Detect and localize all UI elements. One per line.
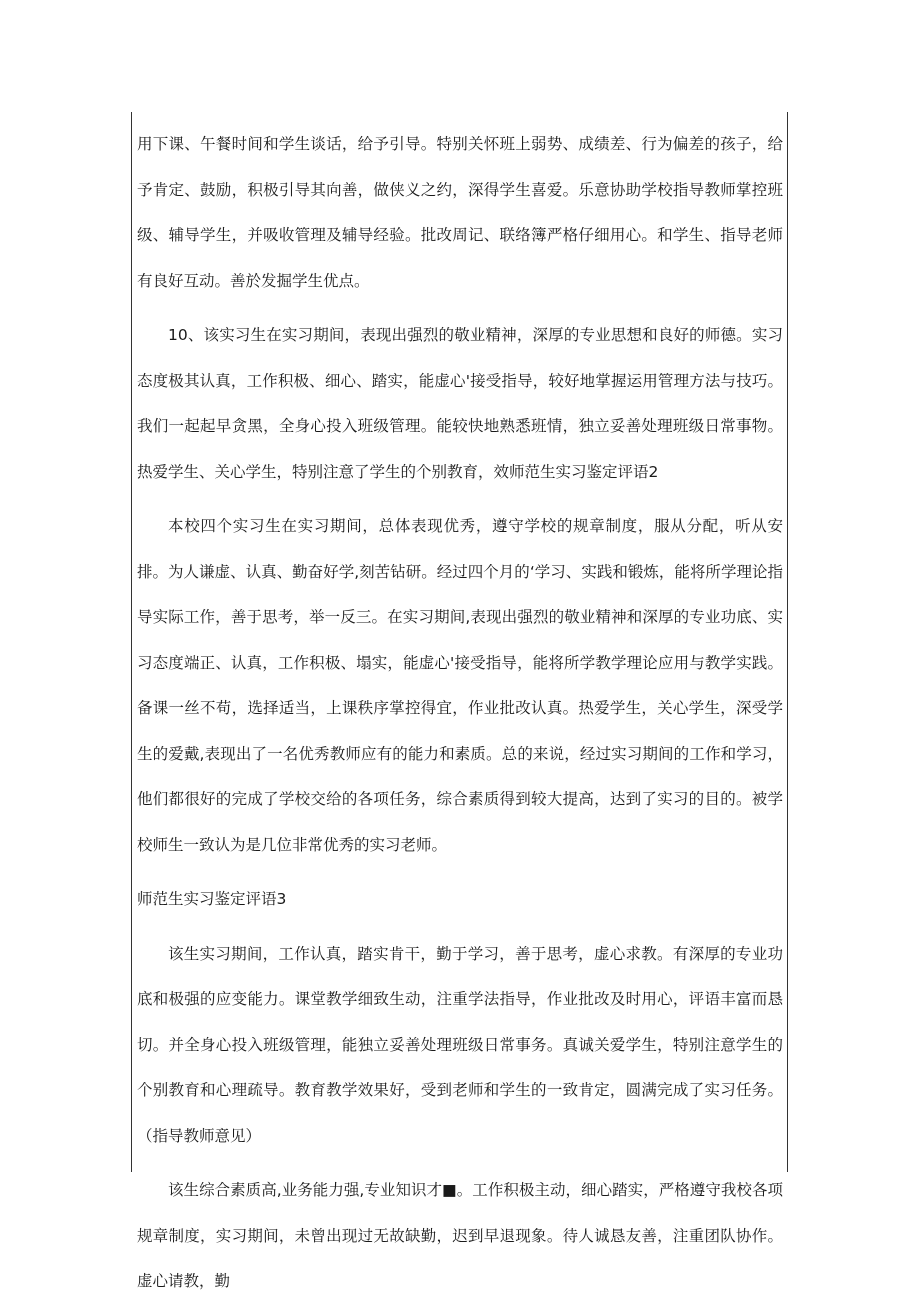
paragraph-item-10: 10、该实习生在实习期间，表现出强烈的敬业精神，深厚的专业思想和良好的师德。实习态度极其认真，工作积极、细心、踏实，能虚心'接受指导，较好地掌握运用管理方法与技巧。我们一起起早贪黑，全身心投入班级管理。能较快地熟悉班情，独立妥善处理班级日常事物。热爱学生、关心学生，特别注意了学生的个别教育，效师范生实习鉴定评语2 — [137, 326, 783, 481]
section-heading-evaluation-3: 师范生实习鉴定评语3 — [137, 890, 287, 908]
page-left-border — [131, 112, 132, 1172]
paragraph-evaluation-2: 本校四个实习生在实习期间，总体表现优秀，遵守学校的规章制度，服从分配，听从安排。为人谦虚、认真、勤奋好学,刻苦钻研。经过四个月的‘学习、实践和锻炼，能将所学理论指导实际工作，善于思考，举一反三。在实习期间,表现出强烈的敬业精神和深厚的专业功底、实习态度端正、认真，工作积极、塌实，能虚心'接受指导，能将所学教学理论应用与教学实践。备课一丝不苟，选择适当，上课秩序掌控得宜，作业批改认真。热爱学生，关心学生，深受学生的爱戴,表现出了一名优秀教师应有的能力和素质。总的来说，经过实习期间的工作和学习，他们都很好的完成了学校交给的各项任务，综合素质得到较大提高，达到了实习的目的。被学校师生一致认为是几位非常优秀的实习老师。 — [137, 517, 783, 854]
paragraph-evaluation-3-a: 该生实习期间，工作认真，踏实肯干，勤于学习，善于思考，虚心求教。有深厚的专业功底和极强的应变能力。课堂教学细致生动，注重学法指导，作业批改及时用心，评语丰富而恳切。并全身心投入班级管理，能独立妥善处理班级日常事务。真诚关爱学生，特别注意学生的个别教育和心理疏导。教育教学效果好，受到老师和学生的一致肯定，圆满完成了实习任务。（指导教师意见） — [137, 944, 783, 1145]
paragraph-evaluation-3-b: 该生综合素质高,业务能力强,专业知识才■。工作积极主动，细心踏实，严格遵守我校各项规章制度，实习期间，未曾出现过无故缺勤，迟到早退现象。待人诚恳友善，注重团队协作。虚心请教，勤 — [137, 1181, 783, 1290]
page-right-border — [787, 112, 788, 1172]
document-body — [137, 122, 783, 1305]
paragraph-continuation: 用下课、午餐时间和学生谈话，给予引导。特别关怀班上弱势、成绩差、行为偏差的孩子，给予肯定、鼓励，积极引导其向善，做侠义之约，深得学生喜爱。乐意协助学校指导教师掌控班级、辅导学生，并吸收管理及辅导经验。批改周记、联络簿严格仔细用心。和学生、指导老师有良好互动。善於发掘学生优点。 — [137, 135, 783, 290]
